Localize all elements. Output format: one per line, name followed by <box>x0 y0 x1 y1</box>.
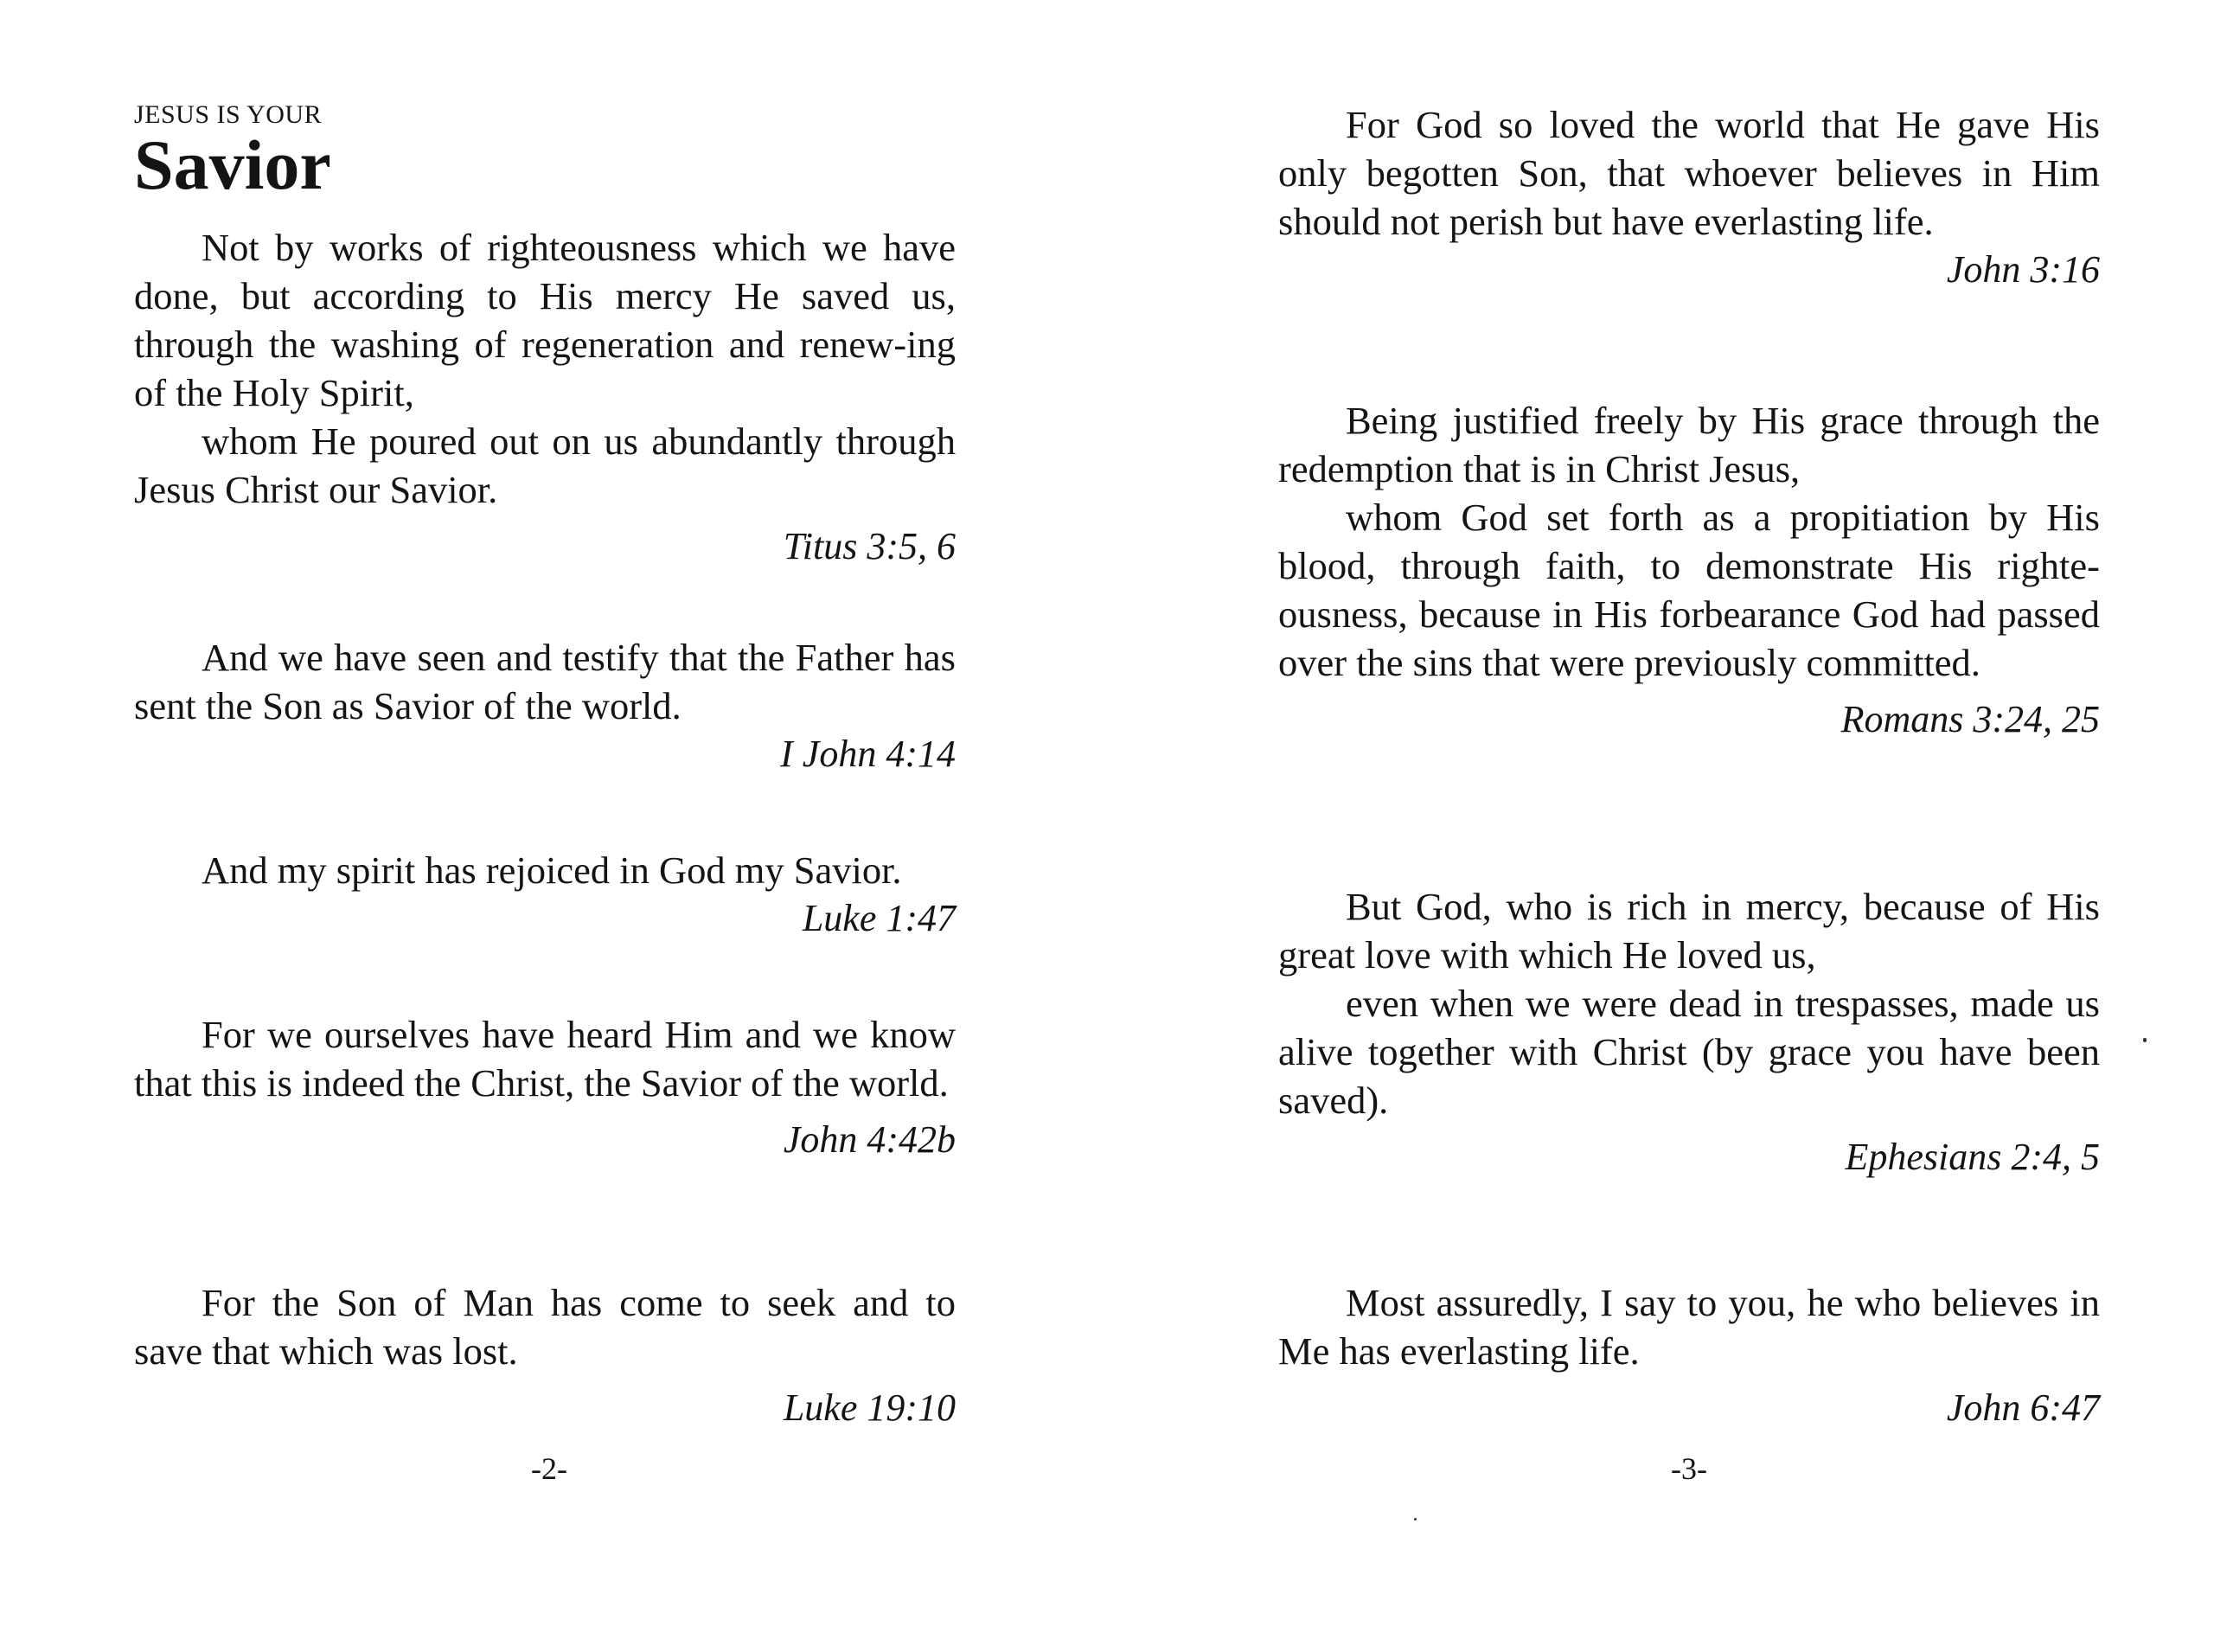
verse-paragraph: But God, who is rich in mercy, because of His great love with which He loved us, <box>1278 885 2100 976</box>
verse-paragraph: even when we were dead in trespasses, made us alive together with Christ (by grace you have been saved). <box>1278 982 2100 1122</box>
verse-paragraph: Being justified freely by His grace through the redemption that is in Christ Jesus, <box>1278 399 2100 490</box>
verse-reference: John 6:47 <box>1946 1386 2100 1429</box>
verse-paragraph: whom God set forth as a propitiation by His blood, through faith, to demonstrate His righte-ousness, because in His forbearance God had passed over the sins that were previously committed. <box>1278 496 2100 684</box>
verse-reference: Titus 3:5, 6 <box>783 525 956 567</box>
verse-reference: Ephesians 2:4, 5 <box>1845 1136 2100 1178</box>
section-eyebrow: JESUS IS YOUR <box>134 100 323 129</box>
verse-paragraph: For we ourselves have heard Him and we know that this is indeed the Christ, the Savior of the world. <box>134 1013 956 1105</box>
page-title: Savior <box>134 125 331 204</box>
page-number: -2- <box>531 1451 567 1486</box>
verse-paragraph: For God so loved the world that He gave His only begotten Son, that whoever believes in Him should not perish but have everlasting life. <box>1278 103 2100 243</box>
verse-paragraph: whom He poured out on us abundantly through Jesus Christ our Savior. <box>134 419 956 511</box>
verse-reference: John 4:42b <box>783 1118 956 1161</box>
verse-reference: I John 4:14 <box>780 733 956 775</box>
verse-reference: John 3:16 <box>1946 248 2100 291</box>
page-number: -3- <box>1671 1451 1707 1486</box>
verse-ephesians-2-4 <box>1278 882 2100 1181</box>
verse-john-3-16 <box>1278 100 2100 294</box>
verse-paragraph: Not by works of righteousness which we have done, but according to His mercy He saved us, through the washing of regeneration and renew-ing of the Holy Spirit, <box>134 226 956 414</box>
verse-luke-19-10 <box>134 1278 956 1432</box>
verse-romans-3-24 <box>1278 396 2100 744</box>
verse-1-john-4-14 <box>134 633 956 778</box>
verse-john-4-42b <box>134 1010 956 1164</box>
scan-speck <box>2143 1038 2147 1042</box>
verse-reference: Romans 3:24, 25 <box>1840 698 2100 740</box>
verse-reference: Luke 19:10 <box>783 1386 956 1429</box>
verse-luke-1-47 <box>134 846 956 943</box>
verse-titus-3-5 <box>134 223 956 571</box>
verse-paragraph: For the Son of Man has come to seek and to save that which was lost. <box>134 1281 956 1373</box>
verse-reference: Luke 1:47 <box>802 897 956 939</box>
verse-paragraph: And we have seen and testify that the Father has sent the Son as Savior of the world. <box>134 636 956 727</box>
scan-speck <box>1414 1518 1417 1521</box>
verse-john-6-47 <box>1278 1278 2100 1432</box>
verse-paragraph: Most assuredly, I say to you, he who believes in Me has everlasting life. <box>1278 1281 2100 1373</box>
verse-paragraph: And my spirit has rejoiced in God my Savior. <box>202 848 902 892</box>
